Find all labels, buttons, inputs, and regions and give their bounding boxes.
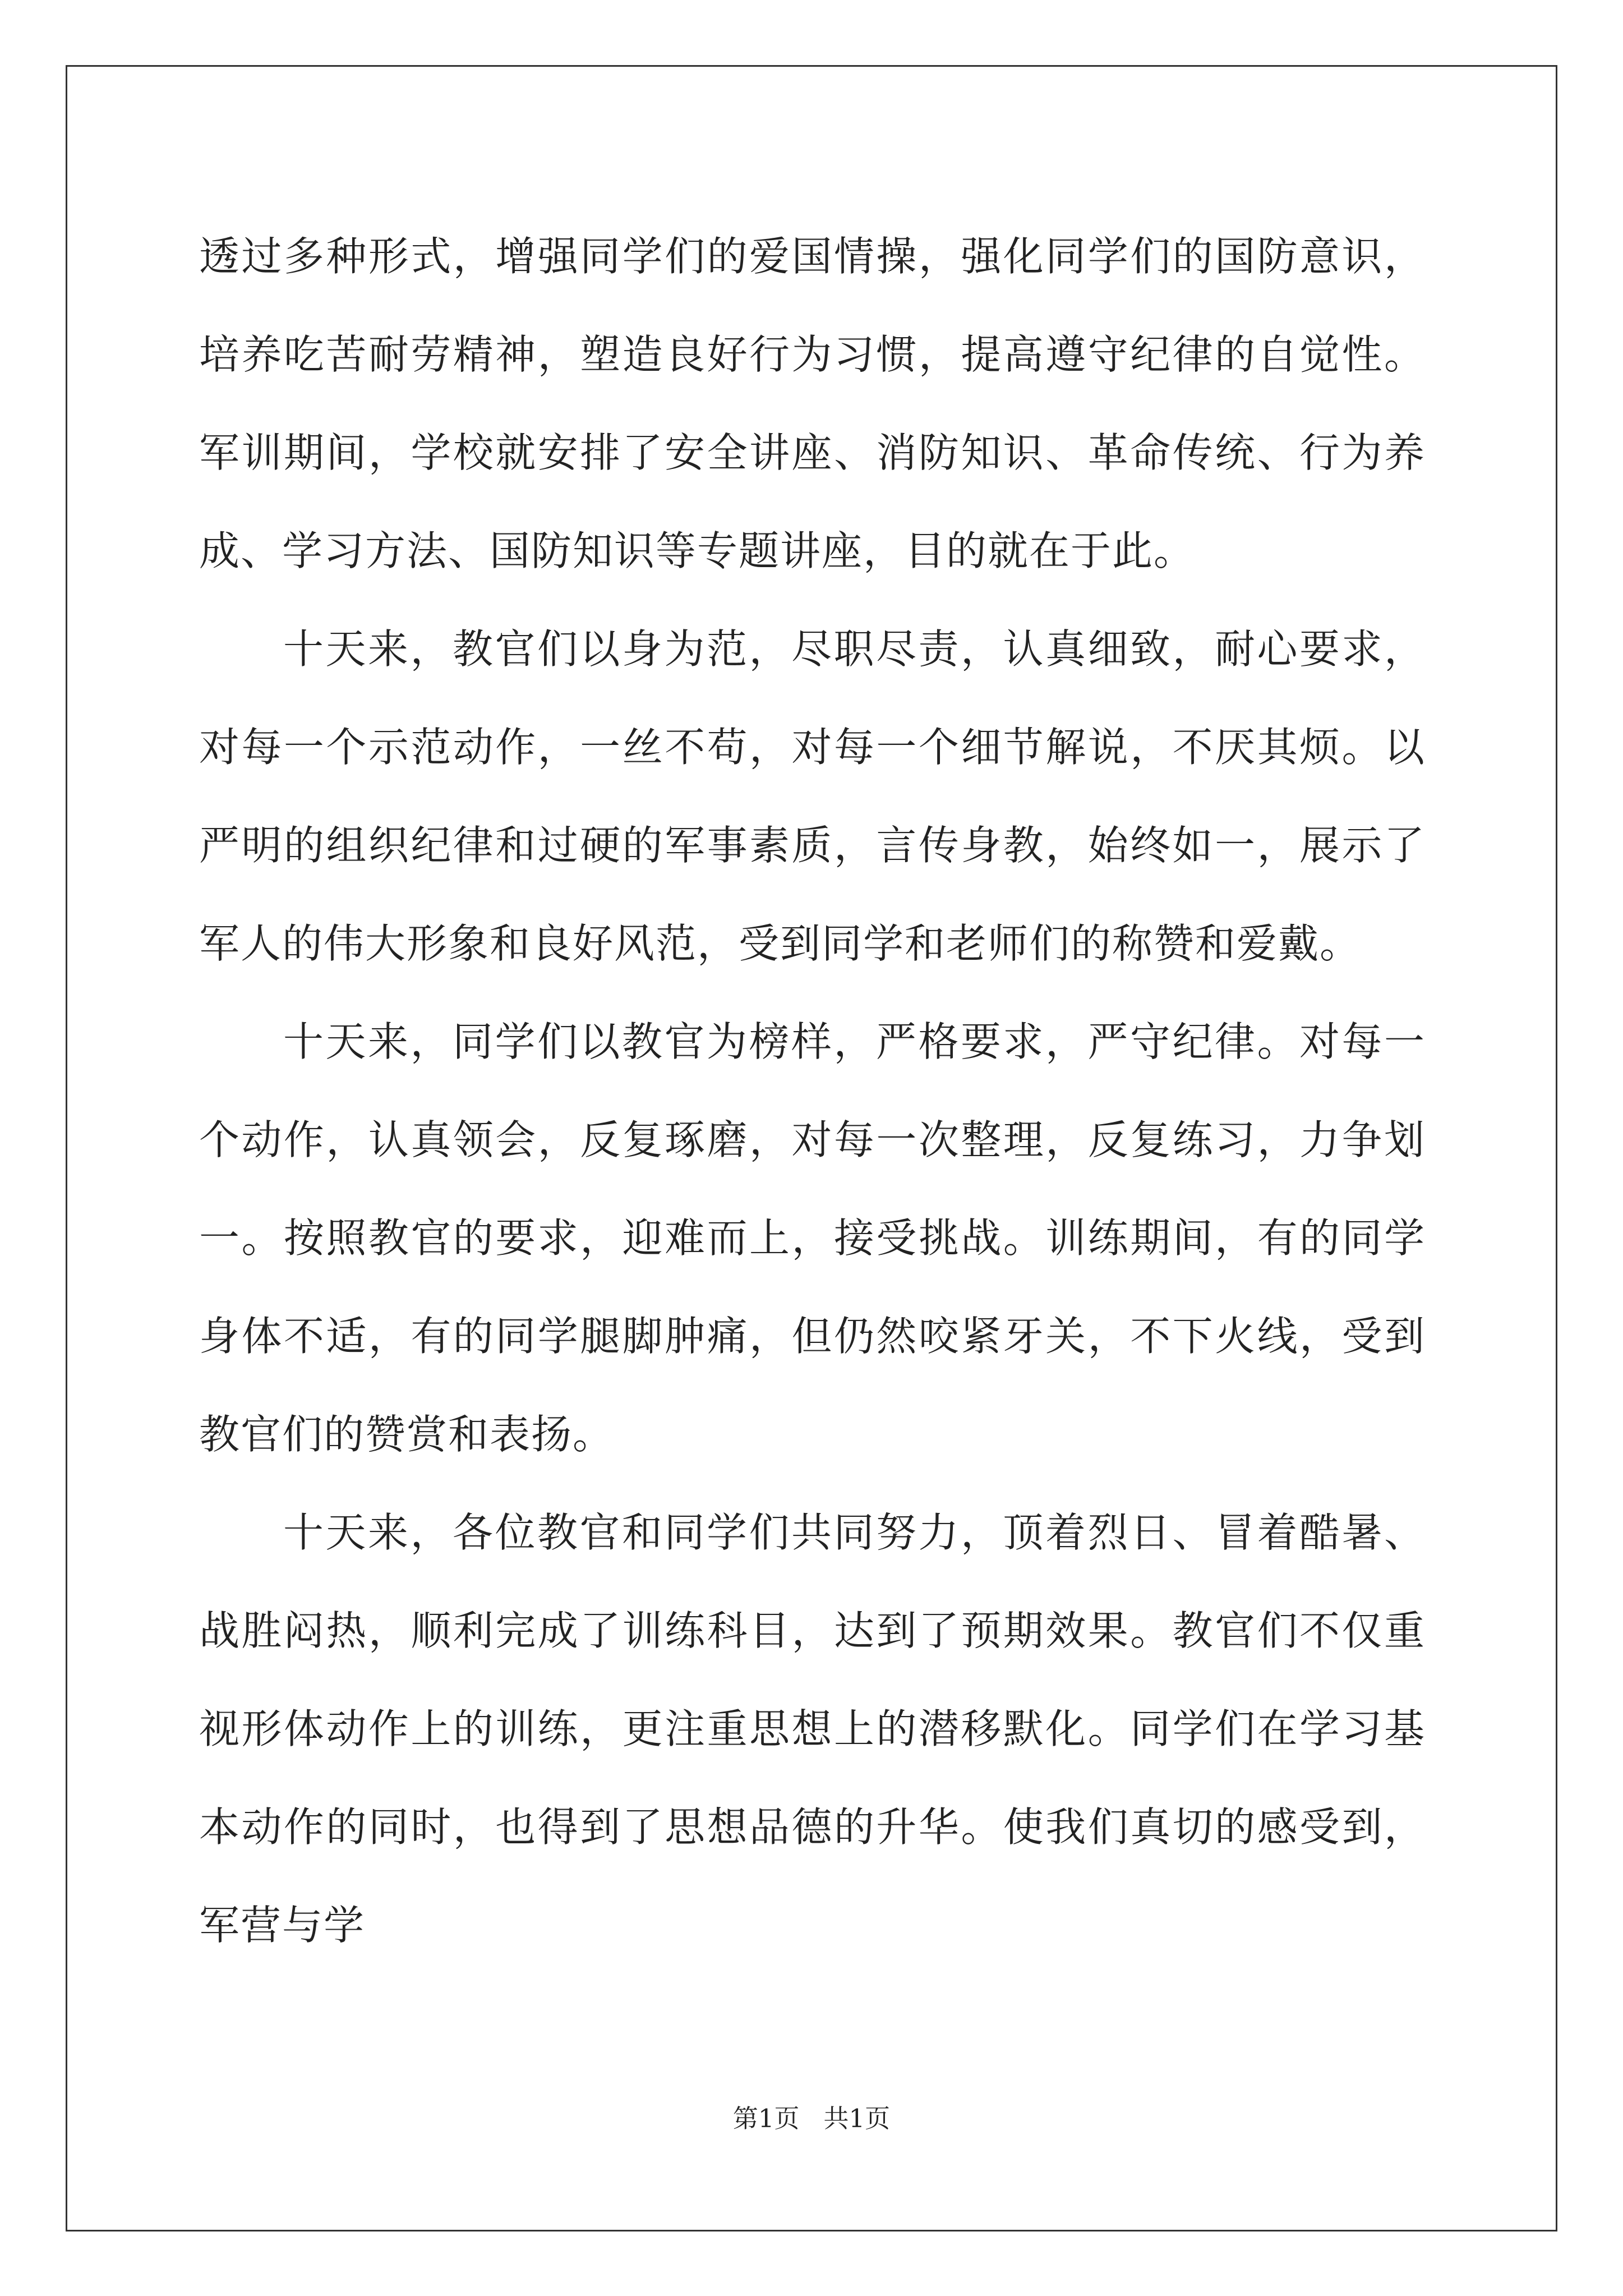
document-body xyxy=(199,208,1426,1975)
paragraph-4: 十天来，各位教官和同学们共同努力，顶着烈日、冒着酷暑、战胜闷热，顺利完成了训练科目，达到了预期效果。教官们不仅重视形体动作上的训练，更注重思想上的潜移默化。同学们在学习基本动作的同时，也得到了思想品德的升华。使我们真切的感受到，军营与学 xyxy=(199,1509,1426,1949)
paragraph-3: 十天来，同学们以教官为榜样，严格要求，严守纪律。对每一个动作，认真领会，反复琢磨，对每一次整理，反复练习，力争划一。按照教官的要求，迎难而上，接受挑战。训练期间，有的同学身体不适，有的同学腿脚肿痛，但仍然咬紧牙关，不下火线，受到教官们的赞赏和表扬。 xyxy=(199,1018,1426,1458)
paragraph-1: 透过多种形式，增强同学们的爱国情操，强化同学们的国防意识，培养吃苦耐劳精神，塑造良好行为习惯，提高遵守纪律的自觉性。军训期间，学校就安排了安全讲座、消防知识、革命传统、行为养成、学习方法、国防知识等专题讲座，目的就在于此。 xyxy=(199,233,1426,574)
paragraph-2: 十天来，教官们以身为范，尽职尽责，认真细致，耐心要求，对每一个示范动作，一丝不苟，对每一个细节解说，不厌其烦。以严明的组织纪律和过硬的军事素质，言传身教，始终如一，展示了军人的伟大形象和良好风范，受到同学和老师们的称赞和爱戴。 xyxy=(199,625,1426,967)
page-footer: 第1页 共1页 xyxy=(732,2104,891,2133)
